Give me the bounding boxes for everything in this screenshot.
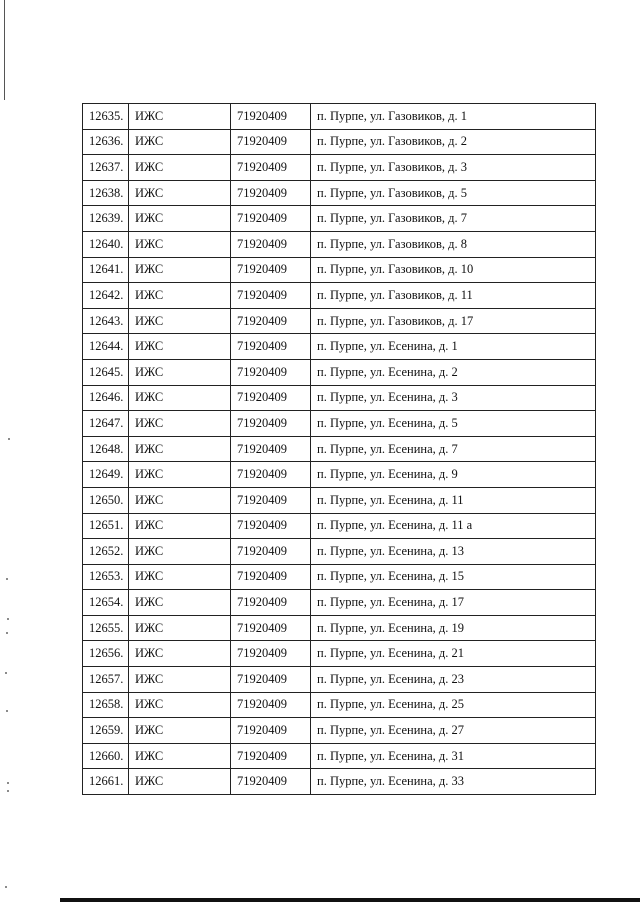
- table-row: [83, 743, 596, 769]
- row-number-cell: 12637.: [83, 155, 129, 181]
- oktmo-code-cell: 71920409: [231, 104, 311, 130]
- registry-table-body: [83, 104, 596, 795]
- oktmo-code-cell: 71920409: [231, 180, 311, 206]
- row-number-cell: 12658.: [83, 692, 129, 718]
- oktmo-code-cell: 71920409: [231, 231, 311, 257]
- scan-edge-left: [4, 0, 5, 100]
- address-cell: п. Пурпе, ул. Есенина, д. 3: [311, 385, 596, 411]
- row-number-cell: 12657.: [83, 667, 129, 693]
- housing-type-cell: ИЖС: [129, 667, 231, 693]
- scan-speck: [6, 632, 8, 634]
- oktmo-code-cell: 71920409: [231, 359, 311, 385]
- oktmo-code-cell: 71920409: [231, 718, 311, 744]
- row-number-cell: 12636.: [83, 129, 129, 155]
- address-cell: п. Пурпе, ул. Есенина, д. 33: [311, 769, 596, 795]
- housing-type-cell: ИЖС: [129, 436, 231, 462]
- address-cell: п. Пурпе, ул. Есенина, д. 11: [311, 487, 596, 513]
- address-cell: п. Пурпе, ул. Есенина, д. 11 а: [311, 513, 596, 539]
- row-number-cell: 12645.: [83, 359, 129, 385]
- table-row: [83, 513, 596, 539]
- address-cell: п. Пурпе, ул. Газовиков, д. 8: [311, 231, 596, 257]
- oktmo-code-cell: 71920409: [231, 385, 311, 411]
- table-row: [83, 564, 596, 590]
- housing-type-cell: ИЖС: [129, 257, 231, 283]
- row-number-cell: 12650.: [83, 487, 129, 513]
- address-cell: п. Пурпе, ул. Есенина, д. 25: [311, 692, 596, 718]
- address-cell: п. Пурпе, ул. Газовиков, д. 10: [311, 257, 596, 283]
- housing-type-cell: ИЖС: [129, 104, 231, 130]
- row-number-cell: 12656.: [83, 641, 129, 667]
- oktmo-code-cell: 71920409: [231, 564, 311, 590]
- row-number-cell: 12652.: [83, 539, 129, 565]
- oktmo-code-cell: 71920409: [231, 436, 311, 462]
- housing-type-cell: ИЖС: [129, 615, 231, 641]
- scan-speck: [7, 782, 9, 784]
- row-number-cell: 12644.: [83, 334, 129, 360]
- housing-type-cell: ИЖС: [129, 692, 231, 718]
- address-cell: п. Пурпе, ул. Есенина, д. 23: [311, 667, 596, 693]
- address-cell: п. Пурпе, ул. Газовиков, д. 11: [311, 283, 596, 309]
- table-row: [83, 590, 596, 616]
- scan-speck: [6, 578, 8, 580]
- table-row: [83, 692, 596, 718]
- scan-edge-bottom: [60, 898, 640, 902]
- housing-type-cell: ИЖС: [129, 283, 231, 309]
- address-cell: п. Пурпе, ул. Газовиков, д. 7: [311, 206, 596, 232]
- table-row: [83, 539, 596, 565]
- housing-type-cell: ИЖС: [129, 641, 231, 667]
- row-number-cell: 12653.: [83, 564, 129, 590]
- address-cell: п. Пурпе, ул. Газовиков, д. 3: [311, 155, 596, 181]
- table-row: [83, 462, 596, 488]
- oktmo-code-cell: 71920409: [231, 308, 311, 334]
- housing-type-cell: ИЖС: [129, 411, 231, 437]
- table-row: [83, 667, 596, 693]
- row-number-cell: 12641.: [83, 257, 129, 283]
- address-cell: п. Пурпе, ул. Газовиков, д. 2: [311, 129, 596, 155]
- table-row: [83, 385, 596, 411]
- scan-speck: [5, 672, 7, 674]
- table-row: [83, 359, 596, 385]
- scan-speck: [6, 710, 8, 712]
- row-number-cell: 12659.: [83, 718, 129, 744]
- housing-type-cell: ИЖС: [129, 769, 231, 795]
- housing-type-cell: ИЖС: [129, 308, 231, 334]
- oktmo-code-cell: 71920409: [231, 206, 311, 232]
- table-row: [83, 206, 596, 232]
- oktmo-code-cell: 71920409: [231, 667, 311, 693]
- housing-type-cell: ИЖС: [129, 231, 231, 257]
- row-number-cell: 12638.: [83, 180, 129, 206]
- row-number-cell: 12642.: [83, 283, 129, 309]
- row-number-cell: 12647.: [83, 411, 129, 437]
- row-number-cell: 12649.: [83, 462, 129, 488]
- oktmo-code-cell: 71920409: [231, 155, 311, 181]
- registry-table: [82, 103, 596, 795]
- table-row: [83, 641, 596, 667]
- housing-type-cell: ИЖС: [129, 743, 231, 769]
- housing-type-cell: ИЖС: [129, 180, 231, 206]
- oktmo-code-cell: 71920409: [231, 769, 311, 795]
- address-cell: п. Пурпе, ул. Есенина, д. 21: [311, 641, 596, 667]
- table-row: [83, 283, 596, 309]
- oktmo-code-cell: 71920409: [231, 692, 311, 718]
- housing-type-cell: ИЖС: [129, 155, 231, 181]
- address-cell: п. Пурпе, ул. Есенина, д. 2: [311, 359, 596, 385]
- housing-type-cell: ИЖС: [129, 590, 231, 616]
- table-row: [83, 334, 596, 360]
- row-number-cell: 12655.: [83, 615, 129, 641]
- housing-type-cell: ИЖС: [129, 129, 231, 155]
- table-row: [83, 718, 596, 744]
- housing-type-cell: ИЖС: [129, 334, 231, 360]
- scan-speck: [7, 790, 9, 792]
- housing-type-cell: ИЖС: [129, 539, 231, 565]
- oktmo-code-cell: 71920409: [231, 743, 311, 769]
- address-cell: п. Пурпе, ул. Есенина, д. 17: [311, 590, 596, 616]
- table-row: [83, 411, 596, 437]
- address-cell: п. Пурпе, ул. Есенина, д. 15: [311, 564, 596, 590]
- row-number-cell: 12643.: [83, 308, 129, 334]
- address-cell: п. Пурпе, ул. Газовиков, д. 1: [311, 104, 596, 130]
- oktmo-code-cell: 71920409: [231, 411, 311, 437]
- table-row: [83, 769, 596, 795]
- address-cell: п. Пурпе, ул. Есенина, д. 31: [311, 743, 596, 769]
- table-row: [83, 180, 596, 206]
- address-cell: п. Пурпе, ул. Газовиков, д. 17: [311, 308, 596, 334]
- row-number-cell: 12639.: [83, 206, 129, 232]
- row-number-cell: 12661.: [83, 769, 129, 795]
- oktmo-code-cell: 71920409: [231, 513, 311, 539]
- scan-speck: [8, 438, 10, 440]
- table-row: [83, 104, 596, 130]
- oktmo-code-cell: 71920409: [231, 257, 311, 283]
- table-row: [83, 231, 596, 257]
- scan-speck: [7, 618, 9, 620]
- row-number-cell: 12640.: [83, 231, 129, 257]
- oktmo-code-cell: 71920409: [231, 539, 311, 565]
- row-number-cell: 12648.: [83, 436, 129, 462]
- table-row: [83, 129, 596, 155]
- table-row: [83, 615, 596, 641]
- address-cell: п. Пурпе, ул. Есенина, д. 19: [311, 615, 596, 641]
- row-number-cell: 12654.: [83, 590, 129, 616]
- housing-type-cell: ИЖС: [129, 718, 231, 744]
- scan-speck: [5, 886, 7, 888]
- housing-type-cell: ИЖС: [129, 462, 231, 488]
- row-number-cell: 12660.: [83, 743, 129, 769]
- address-cell: п. Пурпе, ул. Есенина, д. 9: [311, 462, 596, 488]
- table-row: [83, 436, 596, 462]
- address-cell: п. Пурпе, ул. Есенина, д. 1: [311, 334, 596, 360]
- oktmo-code-cell: 71920409: [231, 615, 311, 641]
- address-cell: п. Пурпе, ул. Есенина, д. 13: [311, 539, 596, 565]
- row-number-cell: 12651.: [83, 513, 129, 539]
- oktmo-code-cell: 71920409: [231, 334, 311, 360]
- address-cell: п. Пурпе, ул. Есенина, д. 5: [311, 411, 596, 437]
- housing-type-cell: ИЖС: [129, 564, 231, 590]
- oktmo-code-cell: 71920409: [231, 487, 311, 513]
- address-cell: п. Пурпе, ул. Есенина, д. 27: [311, 718, 596, 744]
- table-row: [83, 308, 596, 334]
- oktmo-code-cell: 71920409: [231, 462, 311, 488]
- row-number-cell: 12646.: [83, 385, 129, 411]
- housing-type-cell: ИЖС: [129, 359, 231, 385]
- oktmo-code-cell: 71920409: [231, 590, 311, 616]
- housing-type-cell: ИЖС: [129, 487, 231, 513]
- table-row: [83, 487, 596, 513]
- oktmo-code-cell: 71920409: [231, 641, 311, 667]
- address-cell: п. Пурпе, ул. Есенина, д. 7: [311, 436, 596, 462]
- address-cell: п. Пурпе, ул. Газовиков, д. 5: [311, 180, 596, 206]
- table-row: [83, 257, 596, 283]
- housing-type-cell: ИЖС: [129, 513, 231, 539]
- housing-type-cell: ИЖС: [129, 385, 231, 411]
- row-number-cell: 12635.: [83, 104, 129, 130]
- oktmo-code-cell: 71920409: [231, 283, 311, 309]
- table-row: [83, 155, 596, 181]
- oktmo-code-cell: 71920409: [231, 129, 311, 155]
- housing-type-cell: ИЖС: [129, 206, 231, 232]
